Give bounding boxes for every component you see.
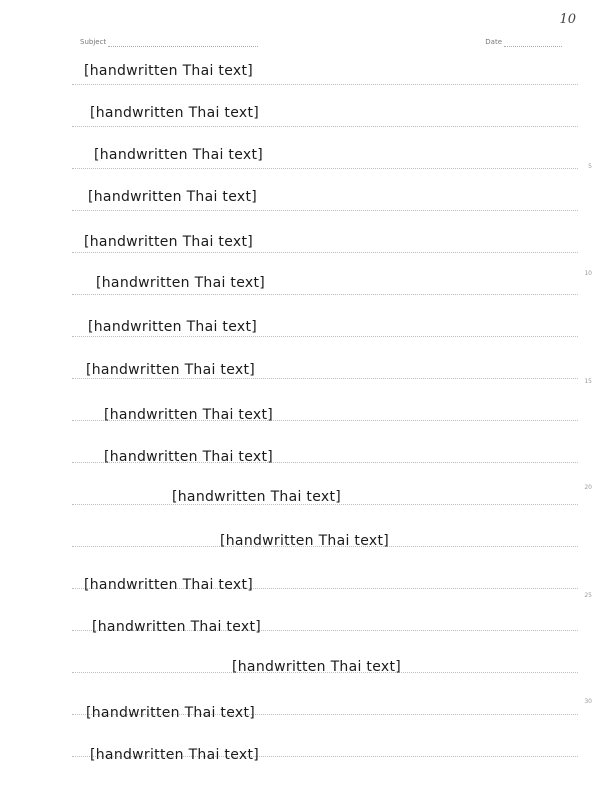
handwritten-line: [handwritten Thai text] [84,63,254,79]
ruled-line [72,294,578,295]
handwritten-line: [handwritten Thai text] [220,533,390,549]
handwritten-line: [handwritten Thai text] [92,619,262,635]
margin-line-number: 15 [584,378,592,385]
page-number: 10 [559,12,576,27]
handwritten-line: [handwritten Thai text] [90,747,260,763]
margin-line-number: 20 [584,484,592,491]
handwritten-line: [handwritten Thai text] [94,147,264,163]
date-label: Date [485,38,502,46]
handwritten-line: [handwritten Thai text] [96,275,266,291]
subject-label: Subject [80,38,107,46]
ruled-line [72,84,578,85]
handwritten-line: [handwritten Thai text] [90,105,260,121]
handwritten-line: [handwritten Thai text] [104,449,274,465]
date-line [504,46,562,47]
ruled-line [72,336,578,337]
handwritten-line: [handwritten Thai text] [84,234,254,250]
margin-line-number: 25 [584,592,592,599]
ruled-line [72,252,578,253]
handwritten-line: [handwritten Thai text] [172,489,342,505]
handwritten-line: [handwritten Thai text] [86,705,256,721]
ruled-line [72,210,578,211]
handwritten-line: [handwritten Thai text] [88,189,258,205]
handwritten-line: [handwritten Thai text] [232,659,402,675]
subject-line [108,46,258,47]
ruled-line [72,126,578,127]
handwritten-line: [handwritten Thai text] [86,362,256,378]
margin-line-number: 30 [584,698,592,705]
margin-line-number: 10 [584,270,592,277]
handwritten-line: [handwritten Thai text] [104,407,274,423]
margin-line-number: 5 [588,163,592,170]
ruled-line [72,168,578,169]
page-header [60,38,572,50]
handwritten-line: [handwritten Thai text] [84,577,254,593]
ruled-line [72,378,578,379]
handwritten-line: [handwritten Thai text] [88,319,258,335]
